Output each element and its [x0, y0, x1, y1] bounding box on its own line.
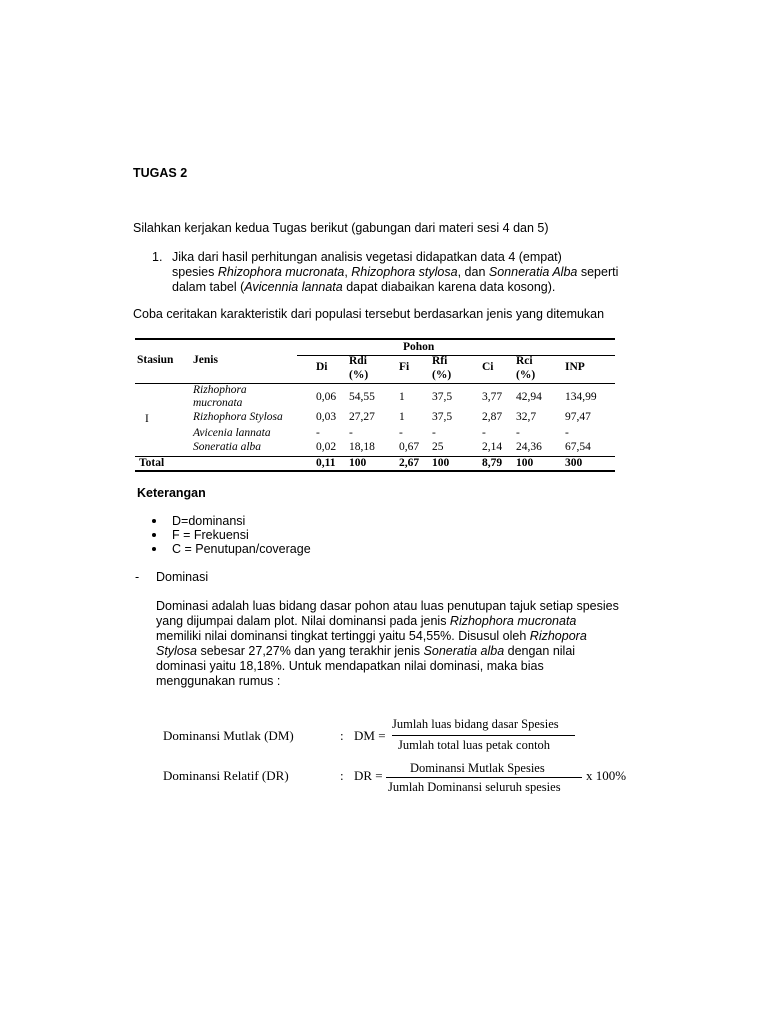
paragraph-line: menggunakan rumus :: [156, 674, 281, 688]
text: yang dijumpai dalam plot. Nilai dominansi pada jenis: [156, 614, 450, 628]
species-name: Sonneratia Alba: [488, 265, 578, 279]
header-pohon: Pohon: [403, 341, 435, 353]
question-item: [172, 250, 662, 295]
dm-lhs: DM =: [354, 728, 386, 743]
page-title: TUGAS 2: [133, 166, 188, 180]
list-item: [150, 542, 311, 556]
species-name: Soneratia alba: [423, 644, 505, 658]
total-cell: 100: [349, 457, 367, 469]
bullet-icon: [152, 533, 156, 537]
species-name: Rhizophora stylosa: [351, 265, 458, 279]
header-rci: Rci: [516, 355, 533, 367]
table-cell: 97,47: [565, 411, 591, 423]
table-cell: 54,55: [349, 391, 375, 403]
question-line-2: [172, 265, 662, 280]
table-cell: 2,14: [482, 441, 503, 453]
table-cell: 37,5: [432, 411, 453, 423]
header-rdi-unit: (%): [349, 369, 369, 381]
dm-numerator: Jumlah luas bidang dasar Spesies: [392, 717, 559, 731]
header-ci: Ci: [482, 361, 494, 373]
header-stasiun: Stasiun: [137, 354, 174, 366]
table-cell-jenis: mucronata: [193, 397, 243, 409]
dr-lhs: DR =: [354, 768, 383, 783]
dr-colon: :: [340, 768, 344, 783]
paragraph-line: [156, 629, 646, 644]
text: dengan nilai: [504, 644, 576, 658]
paragraph-line: [156, 644, 646, 659]
table-top-rule: [135, 338, 615, 340]
question-line-1: Jika dari hasil perhitungan analisis vegetasi didapatkan data 4 (empat): [172, 250, 562, 264]
dm-label: Dominansi Mutlak (DM): [163, 728, 294, 743]
header-fi: Fi: [399, 361, 410, 373]
table-cell: -: [565, 427, 569, 439]
dominasi-paragraph: [156, 599, 646, 689]
section-dash: -: [135, 570, 140, 584]
table-cell-jenis: Rizhophora: [193, 384, 247, 396]
keterangan-title: Keterangan: [137, 486, 206, 500]
paragraph-line: Dominasi adalah luas bidang dasar pohon atau luas penutupan tajuk setiap spesies: [156, 599, 619, 613]
total-label: Total: [139, 457, 165, 469]
bullet-icon: [152, 547, 156, 551]
bullet-icon: [152, 519, 156, 523]
table-cell-jenis: Rizhophora Stylosa: [193, 411, 283, 423]
section-heading: Dominasi: [156, 570, 209, 584]
list-item-text: D=dominansi: [172, 514, 246, 528]
question-line-3: [172, 280, 662, 295]
dr-label: Dominansi Relatif (DR): [163, 768, 289, 783]
text: seperti: [577, 265, 619, 279]
intro-text: Silahkan kerjakan kedua Tugas berikut (gabungan dari materi sesi 4 dan 5): [133, 221, 549, 235]
table-cell: 67,54: [565, 441, 591, 453]
table-cell: 1: [399, 411, 405, 423]
table-cell: -: [349, 427, 353, 439]
total-cell: 2,67: [399, 457, 420, 469]
header-jenis: Jenis: [193, 354, 218, 366]
total-cell: 100: [516, 457, 534, 469]
table-cell: 134,99: [565, 391, 597, 403]
species-name: Rhizophora mucronata: [217, 265, 345, 279]
list-number: 1.: [152, 250, 163, 264]
text: , dan: [457, 265, 489, 279]
text: ,: [344, 265, 352, 279]
dm-fraction-line: [392, 735, 575, 736]
total-cell: 0,11: [316, 457, 336, 469]
header-rfi: Rfi: [432, 355, 448, 367]
header-inp: INP: [565, 361, 585, 373]
text: dalam tabel (: [172, 280, 245, 294]
keterangan-list: [150, 514, 311, 556]
table-cell: -: [399, 427, 403, 439]
text: sebesar 27,27% dan yang terakhir jenis: [197, 644, 424, 658]
list-item-text: C = Penutupan/coverage: [172, 542, 311, 556]
table-cell: 0,06: [316, 391, 337, 403]
table-group-rule: [297, 355, 615, 356]
table-cell: 0,03: [316, 411, 337, 423]
table-cell: 25: [432, 441, 444, 453]
total-cell: 300: [565, 457, 583, 469]
species-name: Rizhophora mucronata: [449, 614, 577, 628]
table-cell: 24,36: [516, 441, 542, 453]
paragraph-line: dominasi yaitu 18,18%. Untuk mendapatkan nilai dominasi, maka bias: [156, 659, 544, 673]
table-cell: 3,77: [482, 391, 503, 403]
list-item: [150, 528, 311, 542]
station-cell: I: [145, 413, 149, 425]
table-total-rule: [135, 456, 615, 457]
dr-numerator: Dominansi Mutlak Spesies: [410, 761, 545, 775]
vegetation-table: [135, 338, 615, 472]
text: dapat diabaikan karena data kosong).: [342, 280, 556, 294]
total-cell: 8,79: [482, 457, 503, 469]
text: memiliki nilai dominansi tingkat tertinggi yaitu 54,55%. Disusul oleh: [156, 629, 530, 643]
table-cell: -: [432, 427, 436, 439]
dm-denominator: Jumlah total luas petak contoh: [398, 738, 551, 752]
list-item: [150, 514, 311, 528]
table-cell: 27,27: [349, 411, 375, 423]
header-rdi: Rdi: [349, 355, 367, 367]
species-name: Rizhopora: [529, 629, 587, 643]
dr-fraction-line: [386, 777, 582, 778]
table-cell: 32,7: [516, 411, 537, 423]
paragraph-line: [156, 614, 646, 629]
total-cell: 100: [432, 457, 450, 469]
table-cell: 0,02: [316, 441, 337, 453]
table-cell: -: [516, 427, 520, 439]
table-cell: 42,94: [516, 391, 542, 403]
table-cell: 2,87: [482, 411, 503, 423]
table-cell: 1: [399, 391, 405, 403]
dm-colon: :: [340, 728, 344, 743]
header-rfi-unit: (%): [432, 369, 452, 381]
dr-multiplier: x 100%: [586, 768, 627, 783]
table-cell: -: [316, 427, 320, 439]
table-bottom-rule: [135, 470, 615, 472]
table-cell: -: [482, 427, 486, 439]
table-cell: 18,18: [349, 441, 375, 453]
header-rci-unit: (%): [516, 369, 536, 381]
species-name: Avicennia lannata: [244, 280, 343, 294]
header-di: Di: [316, 361, 328, 373]
dr-denominator: Jumlah Dominansi seluruh spesies: [388, 780, 561, 794]
species-name: Stylosa: [156, 644, 197, 658]
prompt-text: Coba ceritakan karakteristik dari populasi tersebut berdasarkan jenis yang ditemukan: [133, 307, 605, 321]
table-cell-jenis: Soneratia alba: [193, 441, 262, 453]
table-cell-jenis: Avicenia lannata: [193, 427, 271, 439]
table-cell: 0,67: [399, 441, 420, 453]
table-cell: 37,5: [432, 391, 453, 403]
list-item-text: F = Frekuensi: [172, 528, 249, 542]
text: spesies: [172, 265, 218, 279]
